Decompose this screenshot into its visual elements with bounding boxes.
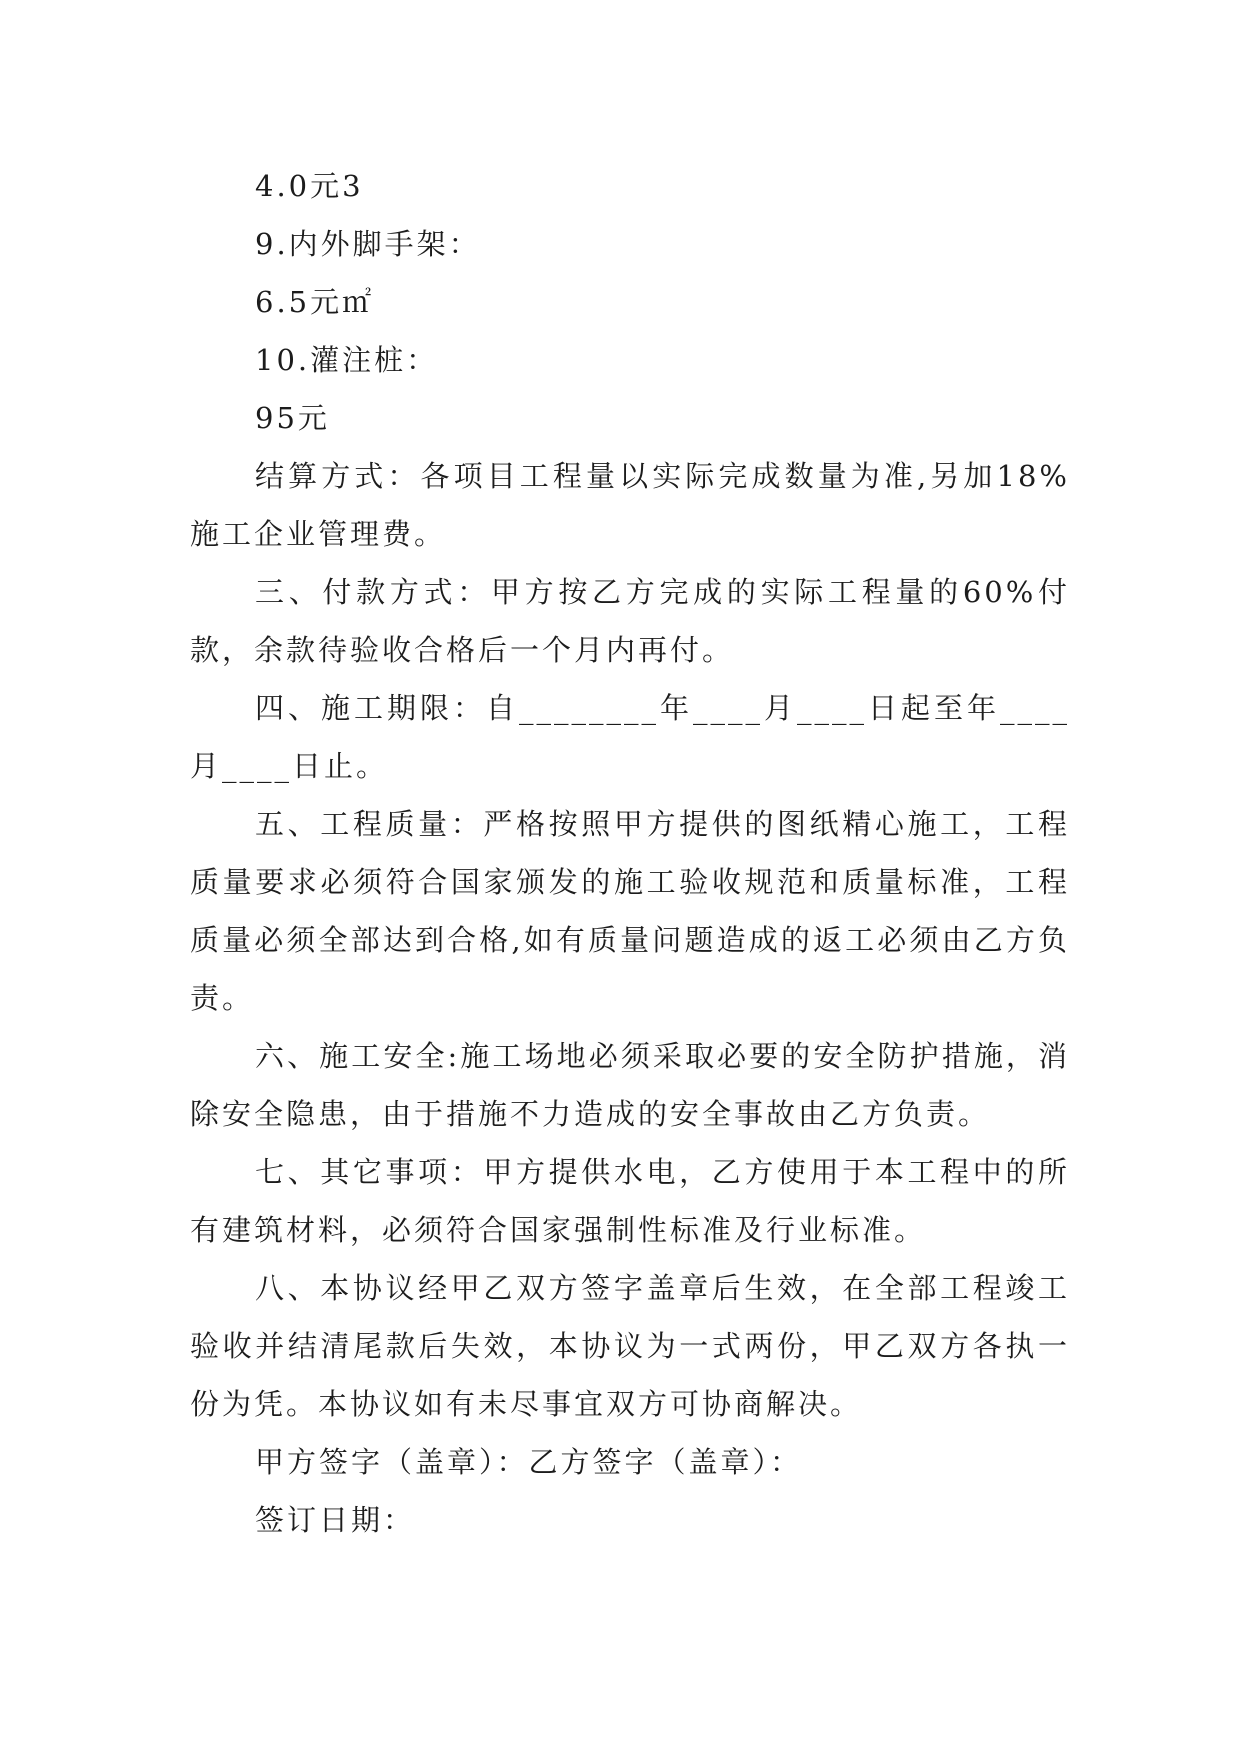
price-line-item-10: 95元 <box>255 401 330 435</box>
settlement-method-paragraph: 结算方式：各项目工程量以实际完成数量为准,另加18%施工企业管理费。 <box>190 459 1070 551</box>
document-body <box>190 157 1070 1549</box>
payment-method-paragraph: 三、付款方式：甲方按乙方完成的实际工程量的60%付款，余款待验收合格后一个月内再付。 <box>190 575 1070 667</box>
effectiveness-paragraph: 八、本协议经甲乙双方签字盖章后生效，在全部工程竣工验收并结清尾款后失效，本协议为一式两份，甲乙双方各执一份为凭。本协议如有未尽事宜双方可协商解决。 <box>190 1271 1070 1421</box>
item-9-scaffolding: 9.内外脚手架： <box>255 227 481 261</box>
quality-paragraph: 五、工程质量：严格按照甲方提供的图纸精心施工，工程质量要求必须符合国家颁发的施工验收规范和质量标准，工程质量必须全部达到合格,如有质量问题造成的返工必须由乙方负责。 <box>190 807 1070 1015</box>
price-line-item-8: 4.0元3 <box>255 169 364 203</box>
signing-date-line: 签订日期： <box>255 1503 416 1537</box>
safety-paragraph: 六、施工安全:施工场地必须采取必要的安全防护措施，消除安全隐患，由于措施不力造成的安全事故由乙方负责。 <box>190 1039 1070 1131</box>
other-matters-paragraph: 七、其它事项：甲方提供水电，乙方使用于本工程中的所有建筑材料，必须符合国家强制性标准及行业标准。 <box>190 1155 1070 1247</box>
construction-period-paragraph: 四、施工期限：自________年____月____日起至年____月____日止。 <box>190 691 1070 783</box>
signature-line: 甲方签字（盖章）：乙方签字（盖章）： <box>255 1445 803 1479</box>
price-line-item-9: 6.5元㎡ <box>255 285 375 319</box>
item-10-cast-pile: 10.灌注桩： <box>255 343 439 377</box>
